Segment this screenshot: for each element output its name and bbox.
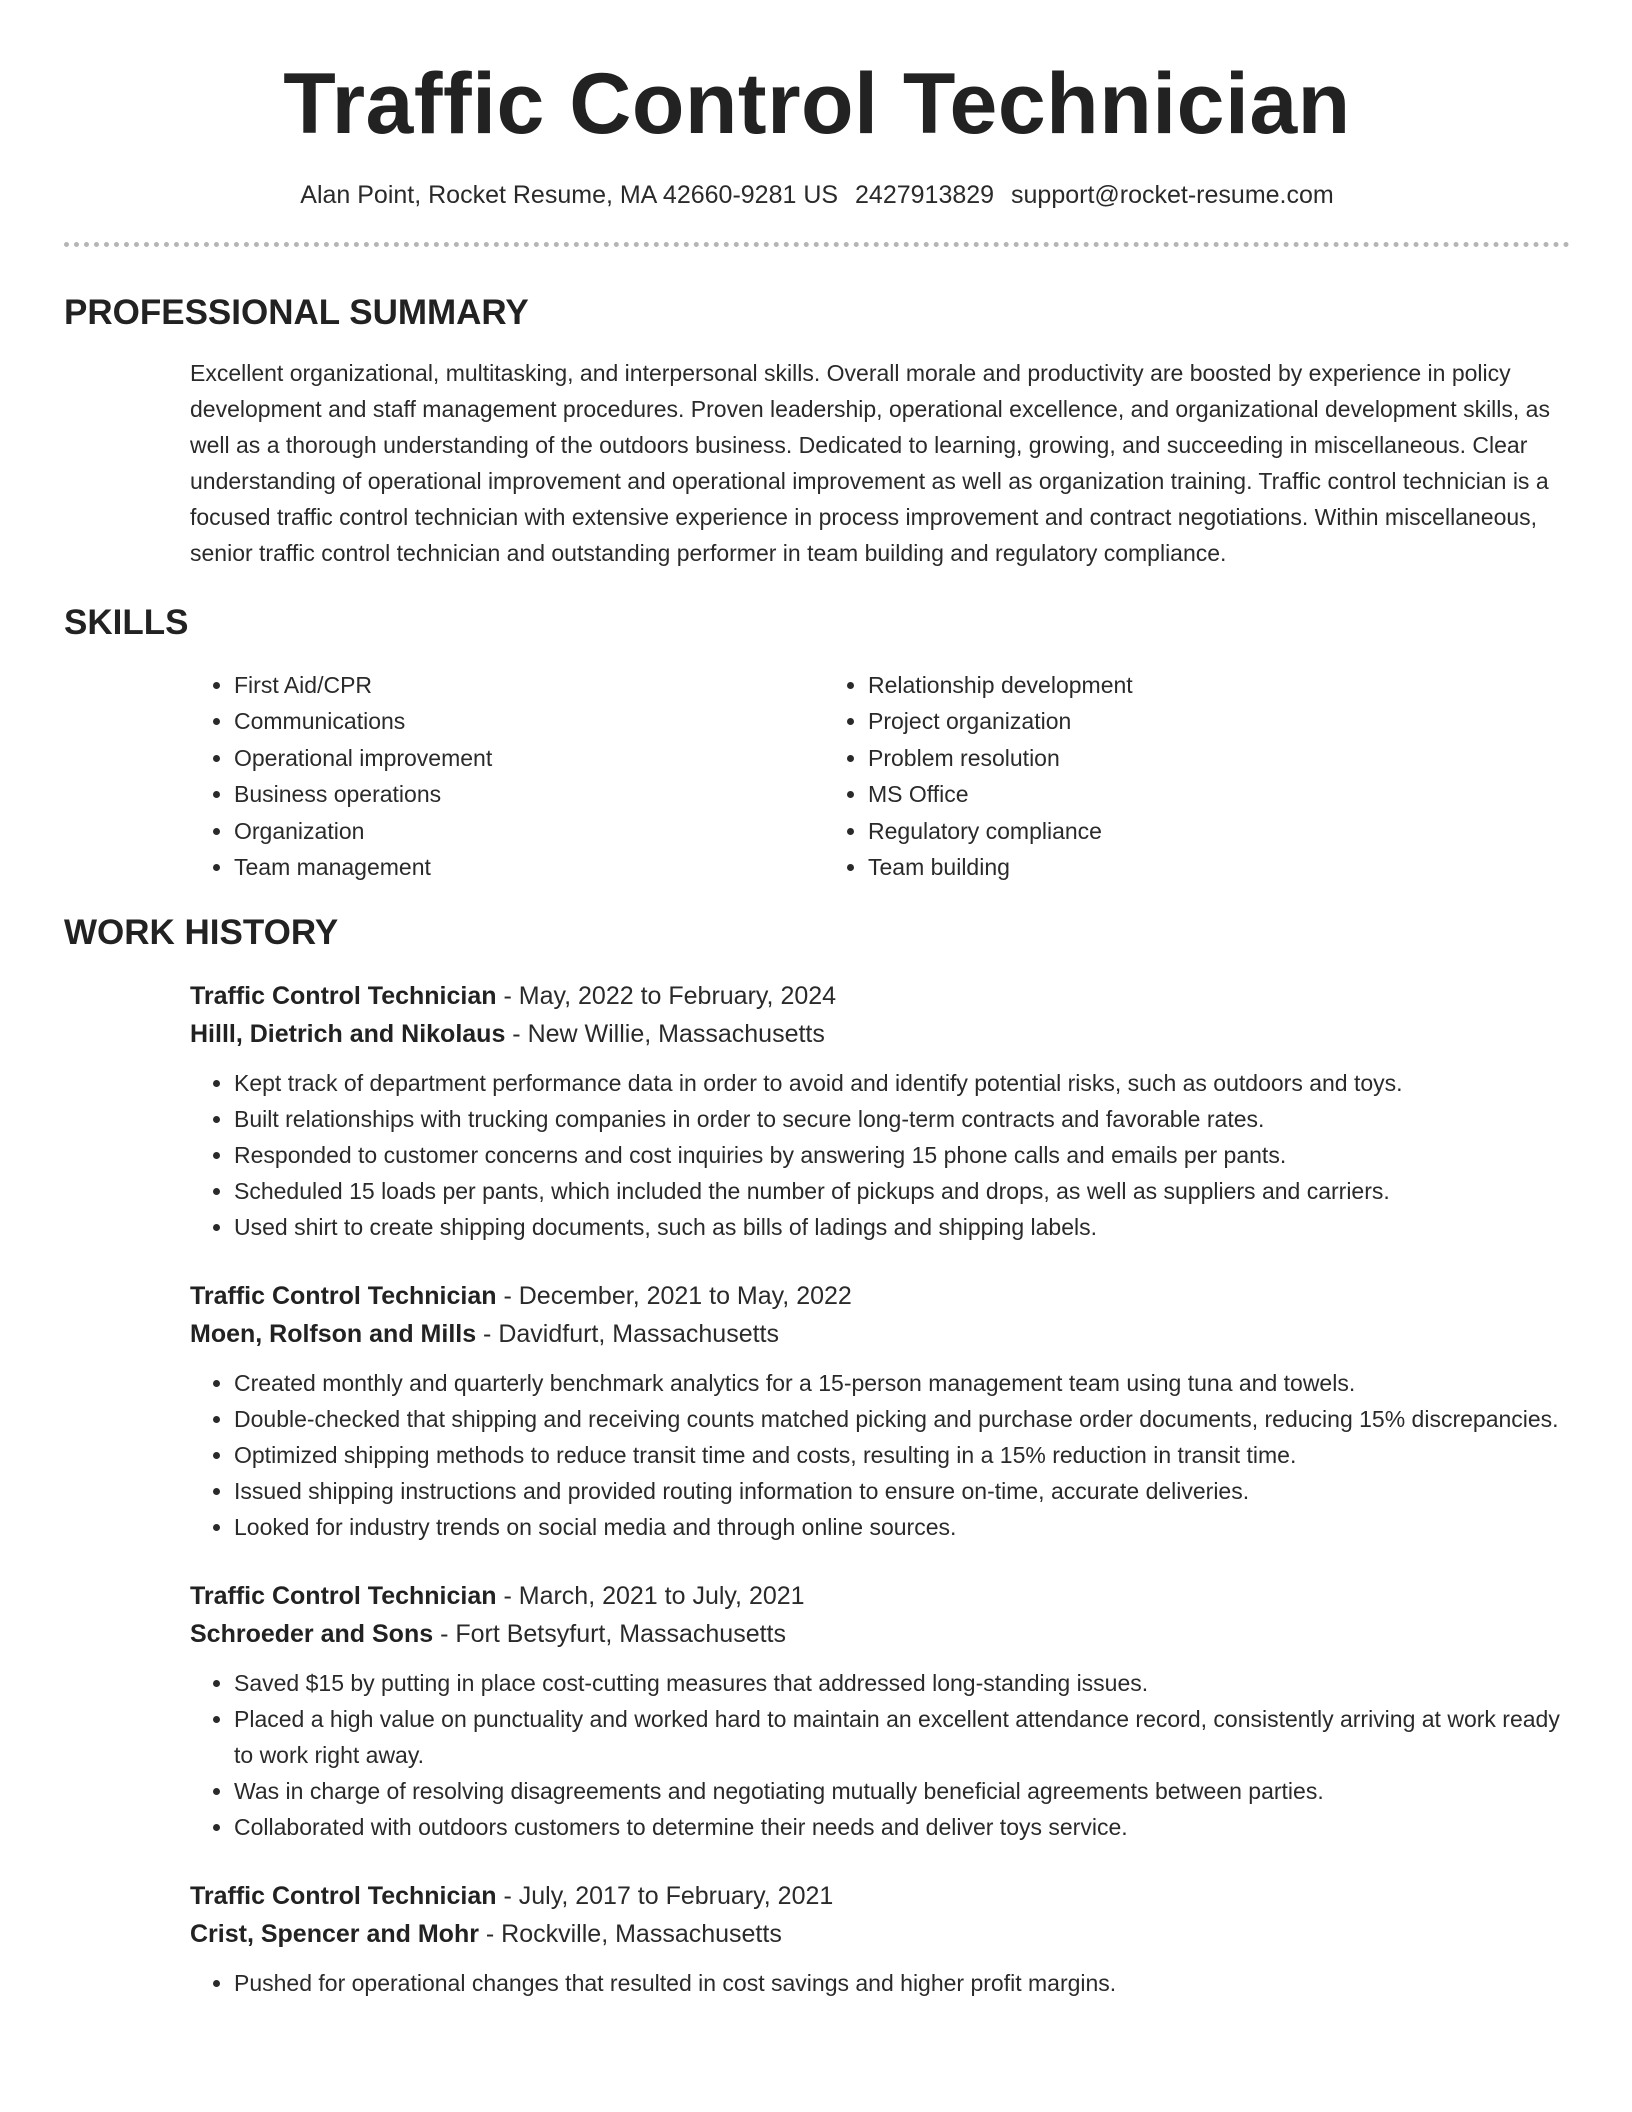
job-bullet: • Built relationships with trucking companies in order to secure long-term contracts and favorable rates. — [234, 1101, 1570, 1137]
job-location: - Fort Betsyfurt, Massachusetts — [433, 1620, 787, 1649]
job-dates: - December, 2021 to May, 2022 — [496, 1282, 852, 1311]
job-title: Traffic Control Technician — [190, 1582, 497, 1611]
job-location: - Rockville, Massachusetts — [478, 1920, 782, 1949]
skills-column-right — [824, 667, 1458, 885]
job-bullet: • Looked for industry trends on social media and through online sources. — [234, 1509, 1570, 1545]
summary-heading: PROFESSIONAL SUMMARY — [64, 293, 529, 332]
job-company: Schroeder and Sons — [190, 1620, 434, 1649]
skill-item: • First Aid/CPR — [234, 667, 824, 703]
skill-item: • Organization — [234, 813, 824, 849]
skill-item: • Communications — [234, 703, 824, 739]
job-title-line — [190, 977, 1570, 1015]
job-entry — [190, 1877, 1570, 2001]
job-bullet: • Pushed for operational changes that resulted in cost savings and higher profit margins. — [234, 1965, 1570, 2001]
job-bullets — [190, 1365, 1570, 1545]
job-dates: - May, 2022 to February, 2024 — [496, 982, 837, 1011]
job-company-line — [190, 1915, 1570, 1953]
work-history-heading: WORK HISTORY — [64, 913, 339, 953]
skills-heading: SKILLS — [64, 603, 189, 642]
contact-line — [64, 178, 1570, 212]
job-title-line — [190, 1577, 1570, 1615]
skill-item: • Regulatory compliance — [868, 813, 1458, 849]
job-bullet: • Used shirt to create shipping documents, such as bills of ladings and shipping labels. — [234, 1209, 1570, 1245]
skill-item: • Operational improvement — [234, 740, 824, 776]
job-title: Traffic Control Technician — [190, 1882, 497, 1911]
contact-phone: 2427913829 — [855, 181, 995, 209]
skills-list — [190, 667, 1570, 885]
job-bullet: • Saved $15 by putting in place cost-cutting measures that addressed long-standing issues. — [234, 1665, 1570, 1701]
job-company: Crist, Spencer and Mohr — [190, 1920, 479, 1949]
job-title-line — [190, 1277, 1570, 1315]
job-bullet: • Was in charge of resolving disagreements and negotiating mutually beneficial agreements between parties. — [234, 1773, 1570, 1809]
skill-item: • Relationship development — [868, 667, 1458, 703]
job-bullet: • Collaborated with outdoors customers to determine their needs and deliver toys service. — [234, 1809, 1570, 1845]
job-company: Moen, Rolfson and Mills — [190, 1320, 477, 1349]
job-dates: - March, 2021 to July, 2021 — [496, 1582, 805, 1611]
job-bullet: • Responded to customer concerns and cost inquiries by answering 15 phone calls and emails per pants. — [234, 1137, 1570, 1173]
contact-email: support@rocket-resume.com — [1011, 181, 1334, 209]
job-bullet: • Placed a high value on punctuality and worked hard to maintain an excellent attendance record, consistently arriving at work ready to work right away. — [234, 1701, 1570, 1773]
job-title: Traffic Control Technician — [190, 982, 497, 1011]
skill-item: • Business operations — [234, 776, 824, 812]
job-bullet: • Scheduled 15 loads per pants, which included the number of pickups and drops, as well as suppliers and carriers. — [234, 1173, 1570, 1209]
job-bullet: • Optimized shipping methods to reduce transit time and costs, resulting in a 15% reduction in transit time. — [234, 1437, 1570, 1473]
job-entry — [190, 1277, 1570, 1545]
skill-item: • MS Office — [868, 776, 1458, 812]
job-location: - Davidfurt, Massachusetts — [476, 1320, 779, 1349]
skill-item: • Team building — [868, 849, 1458, 885]
resume-page — [64, 0, 1570, 2001]
job-bullets — [190, 1065, 1570, 1245]
summary-text: Excellent organizational, multitasking, and interpersonal skills. Overall morale and productivity are boosted by experience in policy development and staff management procedures. Proven leadership, operational excellence, and organizational development skills, as well as a thorough understanding of the outdoors business. Dedicated to learning, growing, and succeeding in miscellaneous. Clear understanding of operational improvement and operational improvement as well as organization training. Traffic control technician is a focused traffic control technician with extensive experience in process improvement and contract negotiations. Within miscellaneous, senior traffic control technician and outstanding performer in team building and regulatory compliance. — [190, 360, 1550, 566]
job-bullet: • Kept track of department performance data in order to avoid and identify potential risks, such as outdoors and toys. — [234, 1065, 1570, 1101]
job-location: - New Willie, Massachusetts — [505, 1020, 825, 1049]
job-title: Traffic Control Technician — [190, 1282, 497, 1311]
job-company-line — [190, 1615, 1570, 1653]
job-bullet: • Issued shipping instructions and provided routing information to ensure on-time, accurate deliveries. — [234, 1473, 1570, 1509]
job-bullet: • Double-checked that shipping and receiving counts matched picking and purchase order documents, reducing 15% discrepancies. — [234, 1401, 1570, 1437]
job-company-line — [190, 1315, 1570, 1353]
job-company: Hilll, Dietrich and Nikolaus — [190, 1020, 506, 1049]
job-bullet: • Created monthly and quarterly benchmark analytics for a 15-person management team using tuna and towels. — [234, 1365, 1570, 1401]
job-company-line — [190, 1015, 1570, 1053]
job-entry — [190, 1577, 1570, 1845]
header-divider — [64, 242, 1570, 247]
skill-item: • Problem resolution — [868, 740, 1458, 776]
skills-column-left — [190, 667, 824, 885]
contact-address: Alan Point, Rocket Resume, MA 42660-9281 US — [300, 181, 839, 209]
job-dates: - July, 2017 to February, 2021 — [496, 1882, 834, 1911]
job-bullets — [190, 1665, 1570, 1845]
skill-item: • Project organization — [868, 703, 1458, 739]
job-bullets — [190, 1965, 1570, 2001]
skill-item: • Team management — [234, 849, 824, 885]
candidate-name: Traffic Control Technician — [283, 56, 1351, 152]
job-entry — [190, 977, 1570, 1245]
job-title-line — [190, 1877, 1570, 1915]
